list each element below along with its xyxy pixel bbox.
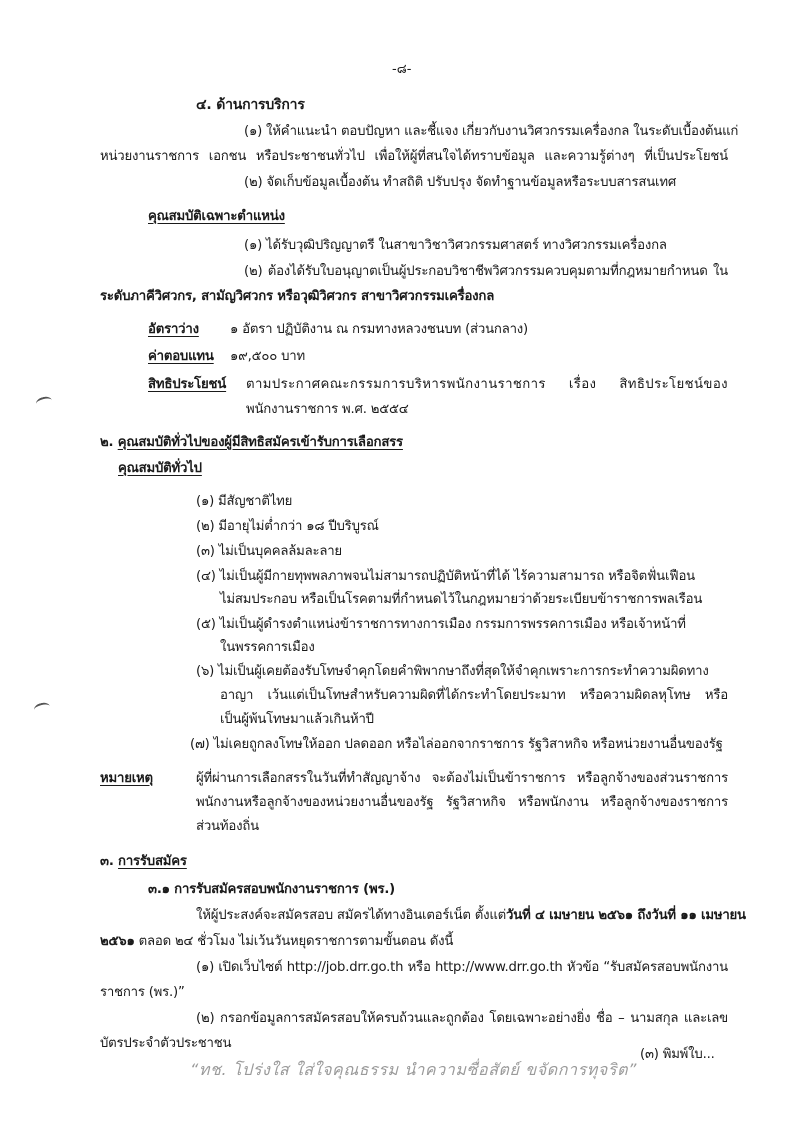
application-year: ๒๕๖๑ bbox=[100, 934, 135, 949]
qualification-item-continued: เป็นผู้พ้นโทษมาแล้วเกินห้าปี bbox=[220, 712, 374, 727]
section-number: ๒. bbox=[100, 435, 118, 450]
qualification-item: (๗) ไม่เคยถูกลงโทษให้ออก ปลดออก หรือไล่ออกจากราชการ รัฐวิสาหกิจ หรือหน่วยงานอื่นของรัฐ bbox=[190, 737, 723, 752]
benefits-line-2: พนักงานราชการ พ.ศ. ๒๕๕๔ bbox=[246, 402, 409, 417]
margin-mark bbox=[35, 395, 53, 409]
section-title: คุณสมบัติทั่วไปของผู้มีสิทธิสมัครเข้ารับการเลือกสรร bbox=[117, 435, 403, 450]
position-qualifications-heading: คุณสมบัติเฉพาะตำแหน่ง bbox=[148, 209, 285, 224]
qualification-item: (๔) ไม่เป็นผู้มีกายทุพพลภาพจนไม่สามารถปฏิบัติหน้าที่ได้ ไร้ความสามารถ หรือจิตฟั่นเฟือน bbox=[196, 569, 695, 584]
intro-text: ตลอด ๒๔ ชั่วโมง ไม่เว้นวันหยุดราชการตามขั้นตอน ดังนี้ bbox=[134, 934, 454, 949]
footer-slogan: “ทช. โปร่งใส ใส่ใจคุณธรรม นำความซื่อสัตย์ ขจัดการทุจริต” bbox=[190, 1060, 637, 1079]
service-item-2: (๒) จัดเก็บข้อมูลเบื้องต้น ทำสถิติ ปรับปรุง จัดทำฐานข้อมูลหรือระบบสารสนเทศ bbox=[244, 175, 677, 190]
qualification-item: (๓) ไม่เป็นบุคคลล้มละลาย bbox=[196, 544, 342, 559]
page-number: -๘- bbox=[392, 62, 412, 77]
step-1-line-2: ราชการ (พร.)” bbox=[100, 985, 185, 1000]
service-item-1-line-1: (๑) ให้คำแนะนำ ตอบปัญหา และชี้แจง เกี่ยวกับงานวิศวกรรมเครื่องกล ในระดับเบื้องต้นแก่ bbox=[244, 124, 739, 139]
application-section-heading bbox=[100, 852, 187, 872]
application-sub-heading: ๓.๑ การรับสมัครสอบพนักงานราชการ (พร.) bbox=[148, 882, 395, 897]
general-qualifications-subheading: คุณสมบัติทั่วไป bbox=[118, 461, 202, 476]
continued-text: (๓) พิมพ์ใบ... bbox=[640, 1047, 715, 1062]
step-2-line-1: (๒) กรอกข้อมูลการสมัครสอบให้ครบถ้วนและถูกต้อง โดยเฉพาะอย่างยิ่ง ชื่อ – นามสกุล และเลข bbox=[196, 1011, 728, 1026]
application-intro-line-1 bbox=[196, 906, 746, 926]
section-title: การรับสมัคร bbox=[118, 854, 187, 869]
remark-label: หมายเหตุ bbox=[100, 771, 153, 786]
service-item-1-line-2: หน่วยงานราชการ เอกชน หรือประชาชนทั่วไป เพื่อให้ผู้ที่สนใจได้ทราบข้อมูล และความรู้ต่างๆ ที่เป็นประโยชน์ bbox=[100, 149, 728, 164]
benefits-label: สิทธิประโยชน์ bbox=[148, 377, 227, 392]
application-intro-line-2 bbox=[100, 932, 453, 952]
qualification-item-continued: ไม่สมประกอบ หรือเป็นโรคตามที่กำหนดไว้ในกฎหมายว่าด้วยระเบียบข้าราชการพลเรือน bbox=[220, 592, 703, 607]
intro-text: ให้ผู้ประสงค์จะสมัครสอบ สมัครได้ทางอินเตอร์เน็ต ตั้งแต่ bbox=[196, 908, 507, 923]
salary-label: ค่าตอบแทน bbox=[148, 349, 214, 364]
qualification-item: (๖) ไม่เป็นผู้เคยต้องรับโทษจำคุกโดยคำพิพากษาถึงที่สุดให้จำคุกเพราะการกระทำความผิดทาง bbox=[196, 664, 709, 679]
service-heading: ๔. ด้านการบริการ bbox=[196, 97, 305, 113]
application-period: วันที่ ๔ เมษายน ๒๕๖๑ ถึงวันที่ ๑๑ เมษายน bbox=[506, 908, 746, 923]
remark-line-1: ผู้ที่ผ่านการเลือกสรรในวันที่ทำสัญญาจ้าง จะต้องไม่เป็นข้าราชการ หรือลูกจ้างของส่วนราชการ bbox=[196, 771, 728, 786]
general-qualifications-section-heading bbox=[100, 433, 403, 453]
step-1-line-1: (๑) เปิดเว็บไซต์ http://job.drr.go.th หรือ http://www.drr.go.th หัวข้อ “รับสมัครสอบพนักงาน bbox=[196, 960, 728, 975]
salary-value: ๑๙,๕๐๐ บาท bbox=[230, 349, 305, 364]
position-qualification-1: (๑) ได้รับวุฒิปริญญาตรี ในสาขาวิชาวิศวกรรมศาสตร์ ทางวิศวกรรมเครื่องกล bbox=[244, 238, 667, 253]
benefits-line-1: ตามประกาศคณะกรรมการบริหารพนักงานราชการ เรื่อง สิทธิประโยชน์ของ bbox=[246, 377, 728, 392]
qualification-item: (๑) มีสัญชาติไทย bbox=[196, 494, 293, 509]
qualification-item: (๕) ไม่เป็นผู้ดำรงตำแหน่งข้าราชการทางการเมือง กรรมการพรรคการเมือง หรือเจ้าหน้าที่ bbox=[196, 617, 686, 632]
vacancy-value: ๑ อัตรา ปฏิบัติงาน ณ กรมทางหลวงชนบท (ส่วนกลาง) bbox=[230, 322, 528, 337]
qualification-item-continued: อาญา เว้นแต่เป็นโทษสำหรับความผิดที่ได้กระทำโดยประมาท หรือความผิดลหุโทษ หรือ bbox=[220, 688, 728, 703]
qualification-item-continued: ในพรรคการเมือง bbox=[220, 640, 315, 655]
remark-line-3: ส่วนท้องถิ่น bbox=[196, 819, 259, 834]
remark-line-2: พนักงานหรือลูกจ้างของหน่วยงานอื่นของรัฐ รัฐวิสาหกิจ หรือพนักงาน หรือลูกจ้างของราชการ bbox=[196, 795, 728, 810]
vacancy-label: อัตราว่าง bbox=[148, 322, 199, 337]
section-number: ๓. bbox=[100, 854, 119, 869]
qualification-item: (๒) มีอายุไม่ต่ำกว่า ๑๘ ปีบริบูรณ์ bbox=[196, 519, 379, 534]
position-qualification-2-line-2: ระดับภาคีวิศวกร, สามัญวิศวกร หรือวุฒิวิศวกร สาขาวิศวกรรมเครื่องกล bbox=[100, 289, 495, 304]
position-qualification-2-line-1: (๒) ต้องได้รับใบอนุญาตเป็นผู้ประกอบวิชาชีพวิศวกรรมควบคุมตามที่กฎหมายกำหนด ใน bbox=[244, 264, 728, 279]
margin-mark bbox=[33, 701, 51, 715]
step-2-line-2: บัตรประจำตัวประชาชน bbox=[100, 1036, 232, 1051]
